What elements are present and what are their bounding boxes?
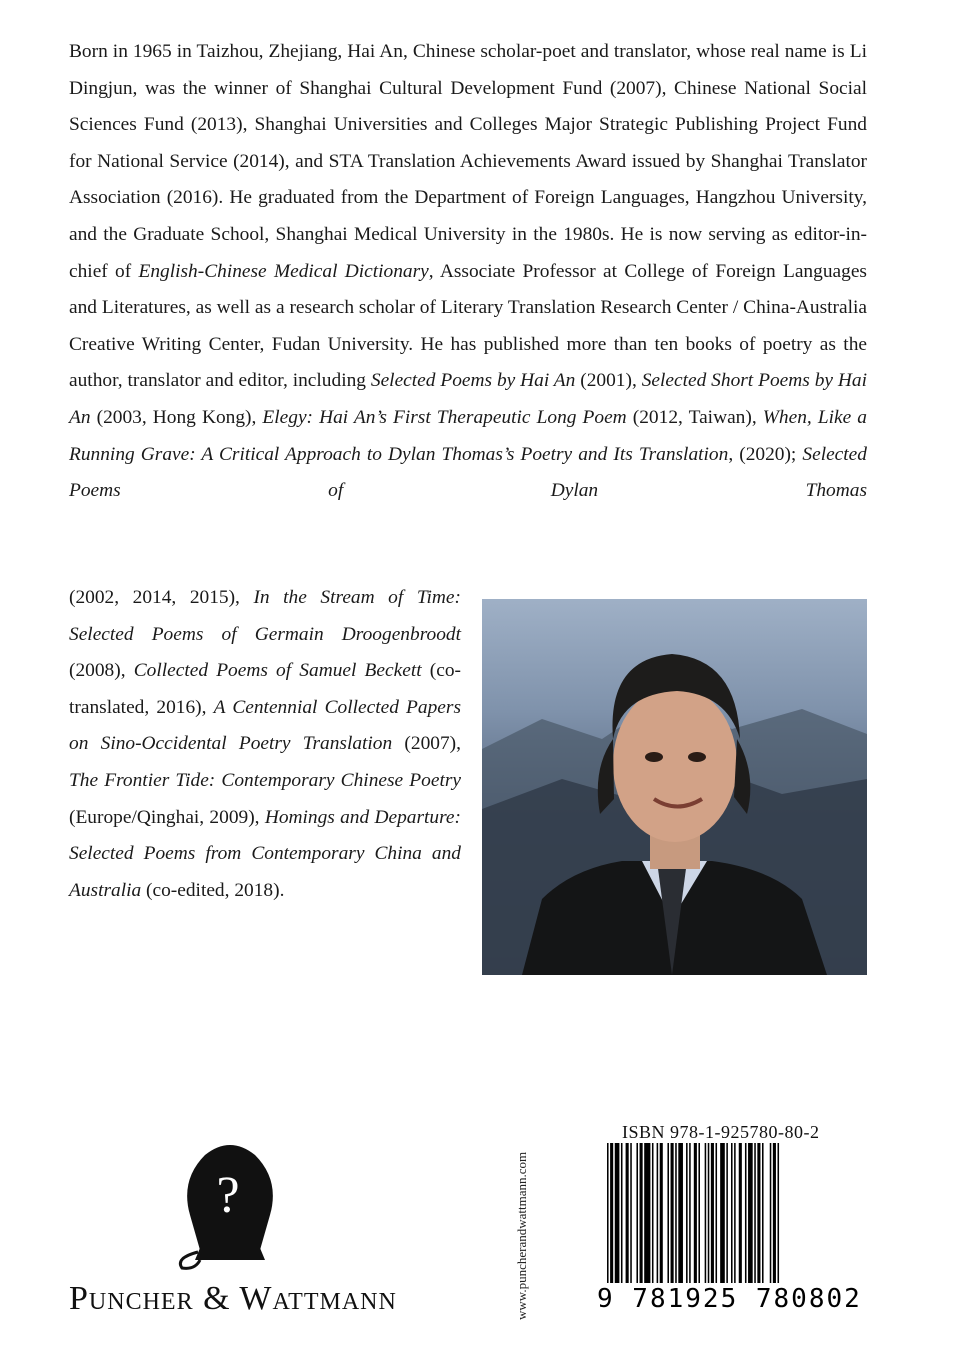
bio-text: (2002, 2014, 2015),: [69, 587, 254, 608]
barcode-bar: [708, 1143, 710, 1283]
book-title: Selected Poems of Dylan Thomas: [69, 443, 867, 502]
barcode-bar: [621, 1143, 623, 1283]
bio-paragraph-top: [69, 34, 867, 510]
barcode-bar: [694, 1143, 697, 1283]
book-title: When, Like a Running Grave: A Critical Approach to Dylan Thomas’s Poetry and Its Translation: [69, 406, 867, 465]
barcode-bar: [745, 1143, 747, 1283]
bio-text: (Europe/Qinghai, 2009),: [69, 806, 265, 828]
barcode-bar: [720, 1143, 725, 1283]
bio-text: , (2020);: [728, 443, 803, 465]
barcode-bar: [689, 1143, 691, 1283]
barcode-bar: [757, 1143, 760, 1283]
bio-text: (2008),: [69, 660, 134, 682]
book-title: Homings and Departure: Selected Poems from Contemporary China and Australia: [69, 806, 461, 901]
barcode-bar: [652, 1143, 654, 1283]
barcode-bar: [778, 1143, 780, 1283]
barcode-bar: [678, 1143, 683, 1283]
book-title: Selected Poems by Hai An: [370, 370, 576, 392]
barcode-bar: [734, 1143, 736, 1283]
barcode-bar: [667, 1143, 669, 1283]
bio-text: Born in 1965 in Taizhou, Zhejiang, Hai An, Chinese scholar-poet and translator, whose real name is Li Dingjun, was the winner of Shanghai Cultural Development Fund (2007), Chinese National Social Sciences Fund (2013), Shanghai Universities and Colleges Major Strategic Publishing Project Fund for National Service (2014), and STA Translation Achievements Award issued by Shanghai Translator Association (2016). He graduated from the Department of Foreign Languages, Hangzhou University, and the Graduate School, Shanghai Medical University in the 1980s. He is now serving as editor-in-chief of: [69, 41, 867, 282]
publisher-website: www.puncherandwattmann.com: [514, 1151, 529, 1320]
bio-text: (2007),: [392, 733, 461, 755]
bio-text: (2001),: [575, 370, 642, 392]
barcode-bar: [748, 1143, 753, 1283]
book-title: Elegy: Hai An’s First Therapeutic Long Poem: [262, 406, 627, 428]
bio-text: (2012, Taiwan),: [626, 406, 763, 428]
barcode-bar: [607, 1143, 609, 1283]
barcode-bar: [739, 1143, 742, 1283]
book-title: Collected Poems of Samuel Beckett: [133, 660, 422, 682]
author-photo: [482, 599, 867, 975]
book-title: In the Stream of Time: Selected Poems of Germain Droogenbroodt: [69, 587, 461, 645]
barcode-bar: [660, 1143, 663, 1283]
bio-text: , Associate Professor at College of Foreign Languages and Literatures, as well as a research scholar of Literary Translation Research Center / China-Australia Creative Writing Center, Fudan University. He has published more than ten books of poetry as the author, translator and editor, including: [69, 260, 867, 392]
isbn-label: ISBN 978-1-925780-80-2: [622, 1122, 820, 1142]
barcode-bar: [644, 1143, 650, 1283]
barcode-bar: [636, 1143, 638, 1283]
book-title: English-Chinese Medical Dictionary: [138, 260, 429, 282]
barcode-bar: [675, 1143, 677, 1283]
barcode-bar: [711, 1143, 714, 1283]
barcode-bar: [686, 1143, 688, 1283]
barcode-bar: [731, 1143, 733, 1283]
barcode-bar: [630, 1143, 632, 1283]
barcode-bar: [726, 1143, 728, 1283]
barcode-bar: [657, 1143, 659, 1283]
svg-text:?: ?: [216, 1167, 240, 1224]
barcode-bar: [773, 1143, 776, 1283]
barcode-bar: [640, 1143, 643, 1283]
barcode-bar: [615, 1143, 620, 1283]
barcode-bar: [610, 1143, 613, 1283]
barcode-bar: [716, 1143, 718, 1283]
barcode-digits: 9 781925 780802: [597, 1284, 862, 1314]
bio-paragraph-left: [69, 580, 461, 909]
book-title: Selected Short Poems by Hai An: [69, 370, 867, 428]
publisher-name: Puncher & Wattmann: [69, 1280, 397, 1317]
barcode-bar: [762, 1143, 764, 1283]
barcode-bar: [754, 1143, 756, 1283]
barcode-bar: [671, 1143, 674, 1283]
barcode-bar: [626, 1143, 629, 1283]
bio-text: (2003, Hong Kong),: [90, 406, 263, 428]
publisher-logo-icon: [170, 1130, 290, 1270]
book-title: A Centennial Collected Papers on Sino-Occidental Poetry Translation: [69, 696, 461, 755]
book-title: The Frontier Tide: Contemporary Chinese Poetry: [69, 769, 461, 791]
barcode-bar: [705, 1143, 707, 1283]
barcode-bar: [770, 1143, 772, 1283]
bio-text: (co-edited, 2018).: [141, 879, 285, 901]
bio-text: (co-translated, 2016),: [69, 660, 461, 718]
barcode-bar: [698, 1143, 700, 1283]
